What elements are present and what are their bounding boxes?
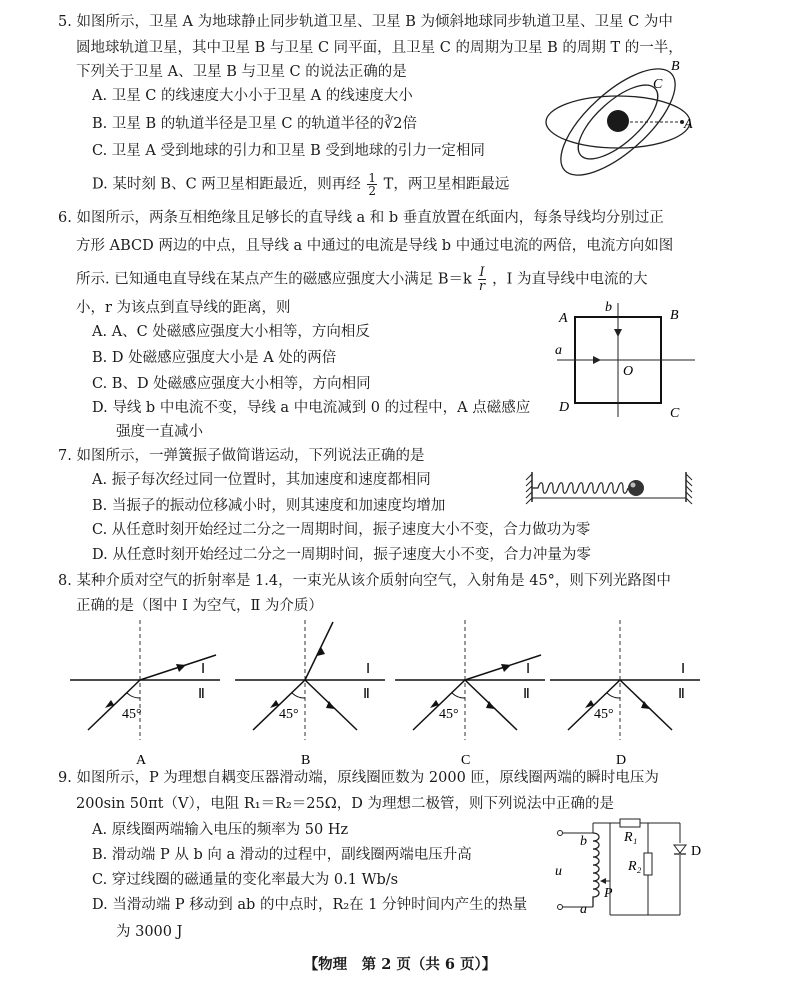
q5-line2: 圆地球轨道卫星，其中卫星 B 与卫星 C 同平面，且卫星 C 的周期为卫星 B 的周期 T 的一半， <box>76 40 683 56</box>
wire-b-label: b <box>605 300 612 315</box>
q6-frac-den: r <box>478 279 486 294</box>
q6-option-d1: D. 导线 b 中电流不变，导线 a 中电流减到 0 的过程中，A 点磁感应 <box>92 400 531 416</box>
q9-line1: 9. 如图所示，P 为理想自耦变压器滑动端，原线圈匝数为 2000 匝，原线圈两端的瞬时电压为 <box>58 770 659 786</box>
q8-diagram-c <box>395 618 545 768</box>
q9-option-d2: 为 3000 J <box>116 924 183 940</box>
q6-option-b: B. D 处磁感应强度大小是 A 处的两倍 <box>92 350 337 366</box>
q5-frac-den: 2 <box>368 184 377 198</box>
q7-line1: 7. 如图所示，一弹簧振子做简谐运动，下列说法正确的是 <box>58 448 425 464</box>
q8-diagram-b <box>235 618 385 768</box>
option-label: C <box>461 753 471 768</box>
q9-line2: 200sin 50πt（V），电阻 R₁＝R₂＝25Ω，D 为理想二极管，则下列说法中正确的是 <box>76 796 615 812</box>
q5-option-d-fraction <box>367 172 377 197</box>
diode-label: D <box>691 844 702 859</box>
air-label: Ⅰ <box>201 662 206 677</box>
oscillator-ball <box>628 480 644 496</box>
corner-b-label: B <box>670 308 679 323</box>
corner-a-label: A <box>559 311 568 326</box>
input-terminals <box>558 831 594 910</box>
wire-a-arrow-icon <box>593 356 601 364</box>
option-label: B <box>301 753 311 768</box>
q8-diagram-a <box>70 618 220 768</box>
satellite-b-label: B <box>671 59 680 74</box>
q6-line4: 小，r 为该点到直导线的距离，则 <box>76 300 291 316</box>
q6-fraction <box>478 266 485 293</box>
q5-option-d <box>92 172 509 197</box>
q9-option-c: C. 穿过线圈的磁通量的变化率最大为 0.1 Wb/s <box>92 872 399 888</box>
q5-option-d-text1: D. 某时刻 B、C 两卫星相距最近，则再经 <box>92 176 361 193</box>
center-o-label: O <box>623 364 634 379</box>
q6-frac-num: I <box>479 265 485 280</box>
q5-line3: 下列关于卫星 A、卫星 B 与卫星 C 的说法正确的是 <box>76 64 407 80</box>
option-label: D <box>616 753 627 768</box>
medium-label: Ⅱ <box>363 687 370 702</box>
q6-option-a: A. A、C 处磁感应强度大小相等，方向相反 <box>92 324 370 340</box>
q6-line3-text2: ，I 为直导线中电流的大 <box>492 271 648 288</box>
resistor-r2 <box>644 853 652 875</box>
angle-label: 45° <box>122 707 142 722</box>
q6-line3 <box>76 266 647 293</box>
earth-icon <box>607 110 629 132</box>
angle-arc <box>452 693 465 698</box>
angle-label: 45° <box>594 707 614 722</box>
q6-line1: 6. 如图所示，两条互相绝缘且足够长的直导线 a 和 b 垂直放置在纸面内，每条导线均分别过正 <box>58 210 664 226</box>
slider-p-arrow-icon <box>600 878 606 884</box>
air-label: Ⅰ <box>526 662 531 677</box>
left-wall-hatch <box>526 474 532 504</box>
spring-oscillator-figure <box>520 468 700 508</box>
medium-label: Ⅱ <box>198 687 205 702</box>
resistor-r2-label: R₂ <box>628 859 642 874</box>
q8-diagram-d <box>550 618 700 768</box>
option-label: A <box>136 753 147 768</box>
q6-option-d2: 强度一直减小 <box>116 424 203 440</box>
q5-option-b: B. 卫星 B 的轨道半径是卫星 C 的轨道半径的∛2倍 <box>92 116 418 132</box>
angle-arc <box>292 693 305 698</box>
q5-line1: 5. 如图所示，卫星 A 为地球静止同步轨道卫星、卫星 B 为倾斜地球同步轨道卫星、卫星 C 为中 <box>58 14 673 30</box>
angle-arc <box>127 693 140 698</box>
resistor-r1 <box>620 819 640 827</box>
satellite-orbit-figure <box>540 58 700 178</box>
satellite-c-label: C <box>653 77 663 92</box>
voltage-u-label: u <box>555 864 562 879</box>
satellite-a-label: A <box>684 117 693 132</box>
diode-icon <box>674 845 686 853</box>
transformer-circuit-figure <box>548 815 708 923</box>
q5-option-c: C. 卫星 A 受到地球的引力和卫星 B 受到地球的引力一定相同 <box>92 143 485 159</box>
q6-line2: 方形 ABCD 两边的中点，且导线 a 中通过的电流是导线 b 中通过电流的两倍，电流方向如图 <box>76 238 674 254</box>
right-wall-hatch <box>686 474 692 504</box>
medium-label: Ⅱ <box>678 687 685 702</box>
slider-p-label: P <box>604 886 613 901</box>
q5-option-d-text2: T，两卫星相距最远 <box>383 176 510 193</box>
angle-label: 45° <box>279 707 299 722</box>
q6-option-c: C. B、D 处磁感应强度大小相等，方向相同 <box>92 376 371 392</box>
q5-option-a: A. 卫星 C 的线速度大小小于卫星 A 的线速度大小 <box>92 88 413 104</box>
q9-option-b: B. 滑动端 P 从 b 向 a 滑动的过程中，副线圈两端电压升高 <box>92 847 472 863</box>
q7-option-a: A. 振子每次经过同一位置时，其加速度和速度都相同 <box>92 472 431 488</box>
wire-a-label: a <box>555 343 562 358</box>
air-label: Ⅰ <box>681 662 686 677</box>
q9-option-a: A. 原线圈两端输入电压的频率为 50 Hz <box>92 822 349 838</box>
q6-line3-text1: 所示. 已知通电直导线在某点产生的磁感应强度大小满足 B＝k <box>76 271 472 288</box>
refracted-ray <box>305 622 333 680</box>
q8-line2: 正确的是（图中 Ⅰ 为空气，Ⅱ 为介质） <box>76 598 323 614</box>
air-label: Ⅰ <box>366 662 371 677</box>
ball-highlight <box>631 483 636 488</box>
square-wires-figure <box>545 295 705 425</box>
q7-option-c: C. 从任意时刻开始经过二分之一周期时间，振子速度大小不变，合力做功为零 <box>92 522 591 538</box>
wire-b-arrow-icon <box>614 329 622 337</box>
refracted-arrow-icon <box>176 664 186 672</box>
page-footer: 【物理 第 2 页（共 6 页）】 <box>303 956 497 973</box>
spring-coil <box>532 483 628 494</box>
q8-line1: 8. 某种介质对空气的折射率是 1.4，一束光从该介质射向空气，入射角是 45°，则下列光路图中 <box>58 573 671 589</box>
q7-option-d: D. 从任意时刻开始经过二分之一周期时间，振子速度大小不变，合力冲量为零 <box>92 547 591 563</box>
angle-label: 45° <box>439 707 459 722</box>
medium-label: Ⅱ <box>523 687 530 702</box>
resistor-r1-label: R₁ <box>624 830 638 845</box>
coil-b-label: b <box>580 834 587 849</box>
refracted-arrow-icon <box>501 664 511 672</box>
corner-d-label: D <box>559 400 570 415</box>
autotransformer-coil <box>593 833 599 907</box>
q7-option-b: B. 当振子的振动位移减小时，则其速度和加速度均增加 <box>92 498 446 514</box>
corner-c-label: C <box>670 406 680 421</box>
angle-arc <box>607 693 620 698</box>
coil-a-label: a <box>580 902 587 917</box>
q5-frac-num: 1 <box>368 171 377 185</box>
q9-option-d1: D. 当滑动端 P 移动到 ab 的中点时，R₂在 1 分钟时间内产生的热量 <box>92 897 528 913</box>
